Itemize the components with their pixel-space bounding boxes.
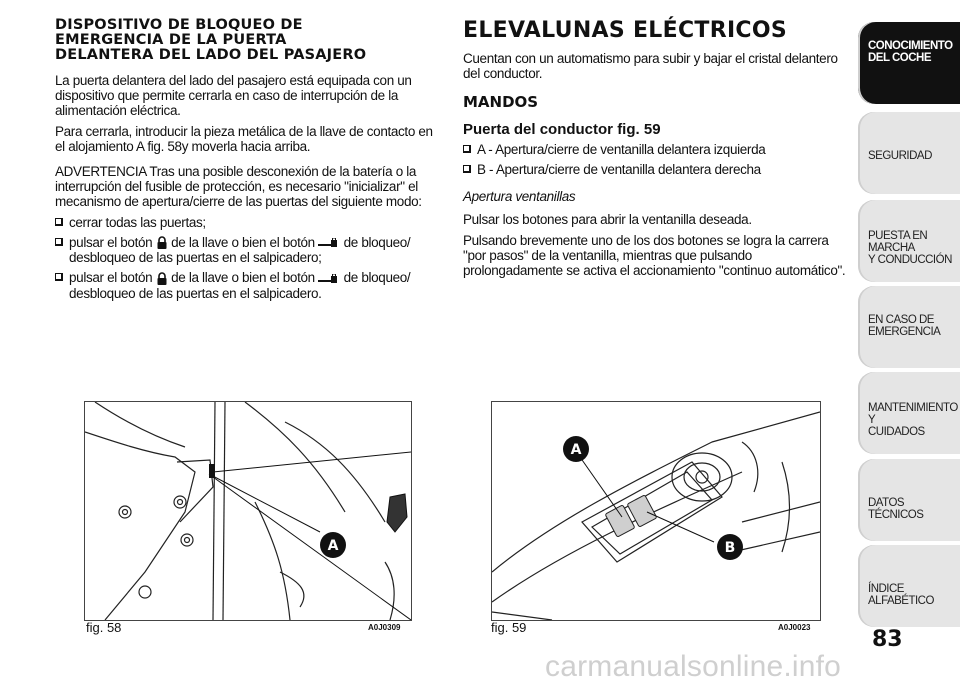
paragraph: Para cerrarla, introducir la pieza metálica de la llave de contacto en el alojamiento A fig. 58y moverla hacia arriba. [55, 124, 433, 154]
figure-code: A0J0023 [778, 623, 811, 632]
tab-label-line: DATOS TÉCNICOS [868, 497, 924, 521]
subsection-heading: Puerta del conductor fig. 59 [463, 121, 661, 138]
heading-line: DELANTERA DEL LADO DEL PASAJERO [55, 47, 367, 63]
intro-paragraph: Cuentan con un automatismo para subir y bajar el cristal delantero del conductor. [463, 51, 838, 81]
checkbox-bullet-icon [55, 273, 63, 281]
controls-list [463, 142, 848, 177]
door-latch-illustration [85, 402, 411, 620]
figure-59-image [491, 401, 821, 621]
instruction-list [55, 215, 440, 301]
tab-mantenimiento[interactable] [858, 372, 960, 454]
list-item-text: de bloqueo/ desbloqueo de las puertas en el salpicadero. [69, 270, 411, 301]
page-title: ELEVALUNAS ELÉCTRICOS [463, 18, 788, 43]
tab-label-line: MANTENIMIENTO Y [868, 402, 958, 426]
tab-label-line: Y CONDUCCIÓN [868, 254, 952, 266]
section-heading-emergency-lock [55, 18, 440, 63]
tab-label-line: ÍNDICE ALFABÉTICO [868, 583, 934, 607]
tab-label [868, 150, 932, 162]
figure-caption: fig. 58 [86, 620, 122, 635]
list-item [463, 162, 848, 177]
figure-58-image [84, 401, 412, 621]
left-column [55, 18, 440, 306]
tab-label-line: CUIDADOS [868, 426, 925, 438]
tab-label [868, 497, 960, 521]
list-item-text: B - Apertura/cierre de ventanilla delantera derecha [477, 162, 761, 177]
list-item [55, 270, 440, 300]
window-switch-illustration [492, 402, 820, 620]
tab-conocimiento-del-coche[interactable] [858, 22, 960, 104]
checkbox-bullet-icon [463, 165, 471, 173]
tab-seguridad[interactable] [858, 112, 960, 194]
page-number: 83 [872, 627, 903, 652]
list-item-text: A - Apertura/cierre de ventanilla delantera izquierda [477, 142, 766, 157]
tab-label [868, 314, 940, 338]
tab-label [868, 40, 953, 64]
tab-datos-tecnicos[interactable] [858, 459, 960, 541]
checkbox-bullet-icon [55, 218, 63, 226]
tab-indice-alfabetico[interactable] [858, 545, 960, 627]
right-column [463, 18, 848, 284]
section-heading-mandos: MANDOS [463, 93, 539, 111]
tab-en-caso-de-emergencia[interactable] [858, 286, 960, 368]
list-item-text: cerrar todas las puertas; [69, 215, 206, 230]
heading-line: DISPOSITIVO DE BLOQUEO DE [55, 17, 303, 33]
callout-a-label: A [570, 442, 582, 458]
checkbox-bullet-icon [55, 238, 63, 246]
checkbox-bullet-icon [463, 145, 471, 153]
door-lock-button-icon [318, 238, 340, 248]
warning-paragraph: ADVERTENCIA Tras una posible desconexión de la batería o la interrupción del fusible de protección, es necesario "inicializar" el mecanismo de apertura/cierre de las puertas del siguiente modo: [55, 164, 422, 209]
tab-label-line: EN CASO DE [868, 314, 934, 326]
callout-a-label: A [327, 538, 339, 554]
tab-label-line: DEL COCHE [868, 52, 932, 64]
list-item-text: de la llave o bien el botón [171, 270, 315, 286]
paragraph: La puerta delantera del lado del pasajero está equipada con un dispositivo que permite cerrarla en caso de interrupción de la alimentación eléctrica. [55, 73, 412, 118]
figure-caption: fig. 59 [491, 620, 527, 635]
padlock-icon [156, 272, 168, 286]
list-item-text: de la llave o bien el botón [171, 235, 315, 250]
tab-label-line: SEGURIDAD [868, 150, 932, 162]
heading-line: EMERGENCIA DE LA PUERTA [55, 32, 287, 48]
tab-label [868, 230, 960, 266]
callout-b-label: B [724, 540, 736, 556]
list-item [463, 142, 848, 157]
tab-label-line: EMERGENCIA [868, 326, 941, 338]
paragraph: Pulsar los botones para abrir la ventanilla deseada. [463, 212, 752, 227]
tab-label-line: PUESTA EN MARCHA [868, 230, 928, 254]
tab-label-line: CONOCIMIENTO [868, 40, 953, 52]
tab-label [868, 583, 960, 607]
list-item-text: pulsar el botón [69, 270, 153, 286]
italic-subheading: Apertura ventanillas [463, 189, 576, 204]
list-item [55, 215, 440, 230]
list-item-text: de bloqueo/ desbloqueo de las puertas en el salpicadero; [69, 235, 411, 266]
padlock-icon [156, 236, 168, 250]
tab-label [868, 402, 960, 438]
figure-code: A0J0309 [368, 623, 401, 632]
tab-puesta-en-marcha[interactable] [858, 200, 960, 282]
door-lock-button-icon [318, 274, 340, 284]
list-item-text: pulsar el botón [69, 235, 153, 250]
list-item [55, 235, 440, 265]
paragraph: Pulsando brevemente uno de los dos botones se logra la carrera "por pasos" de la ventanilla, mientras que pulsando prolongadamente se activa el accionamiento "continuo automático". [463, 233, 846, 278]
watermark: carmanualsonline.info [545, 650, 842, 683]
